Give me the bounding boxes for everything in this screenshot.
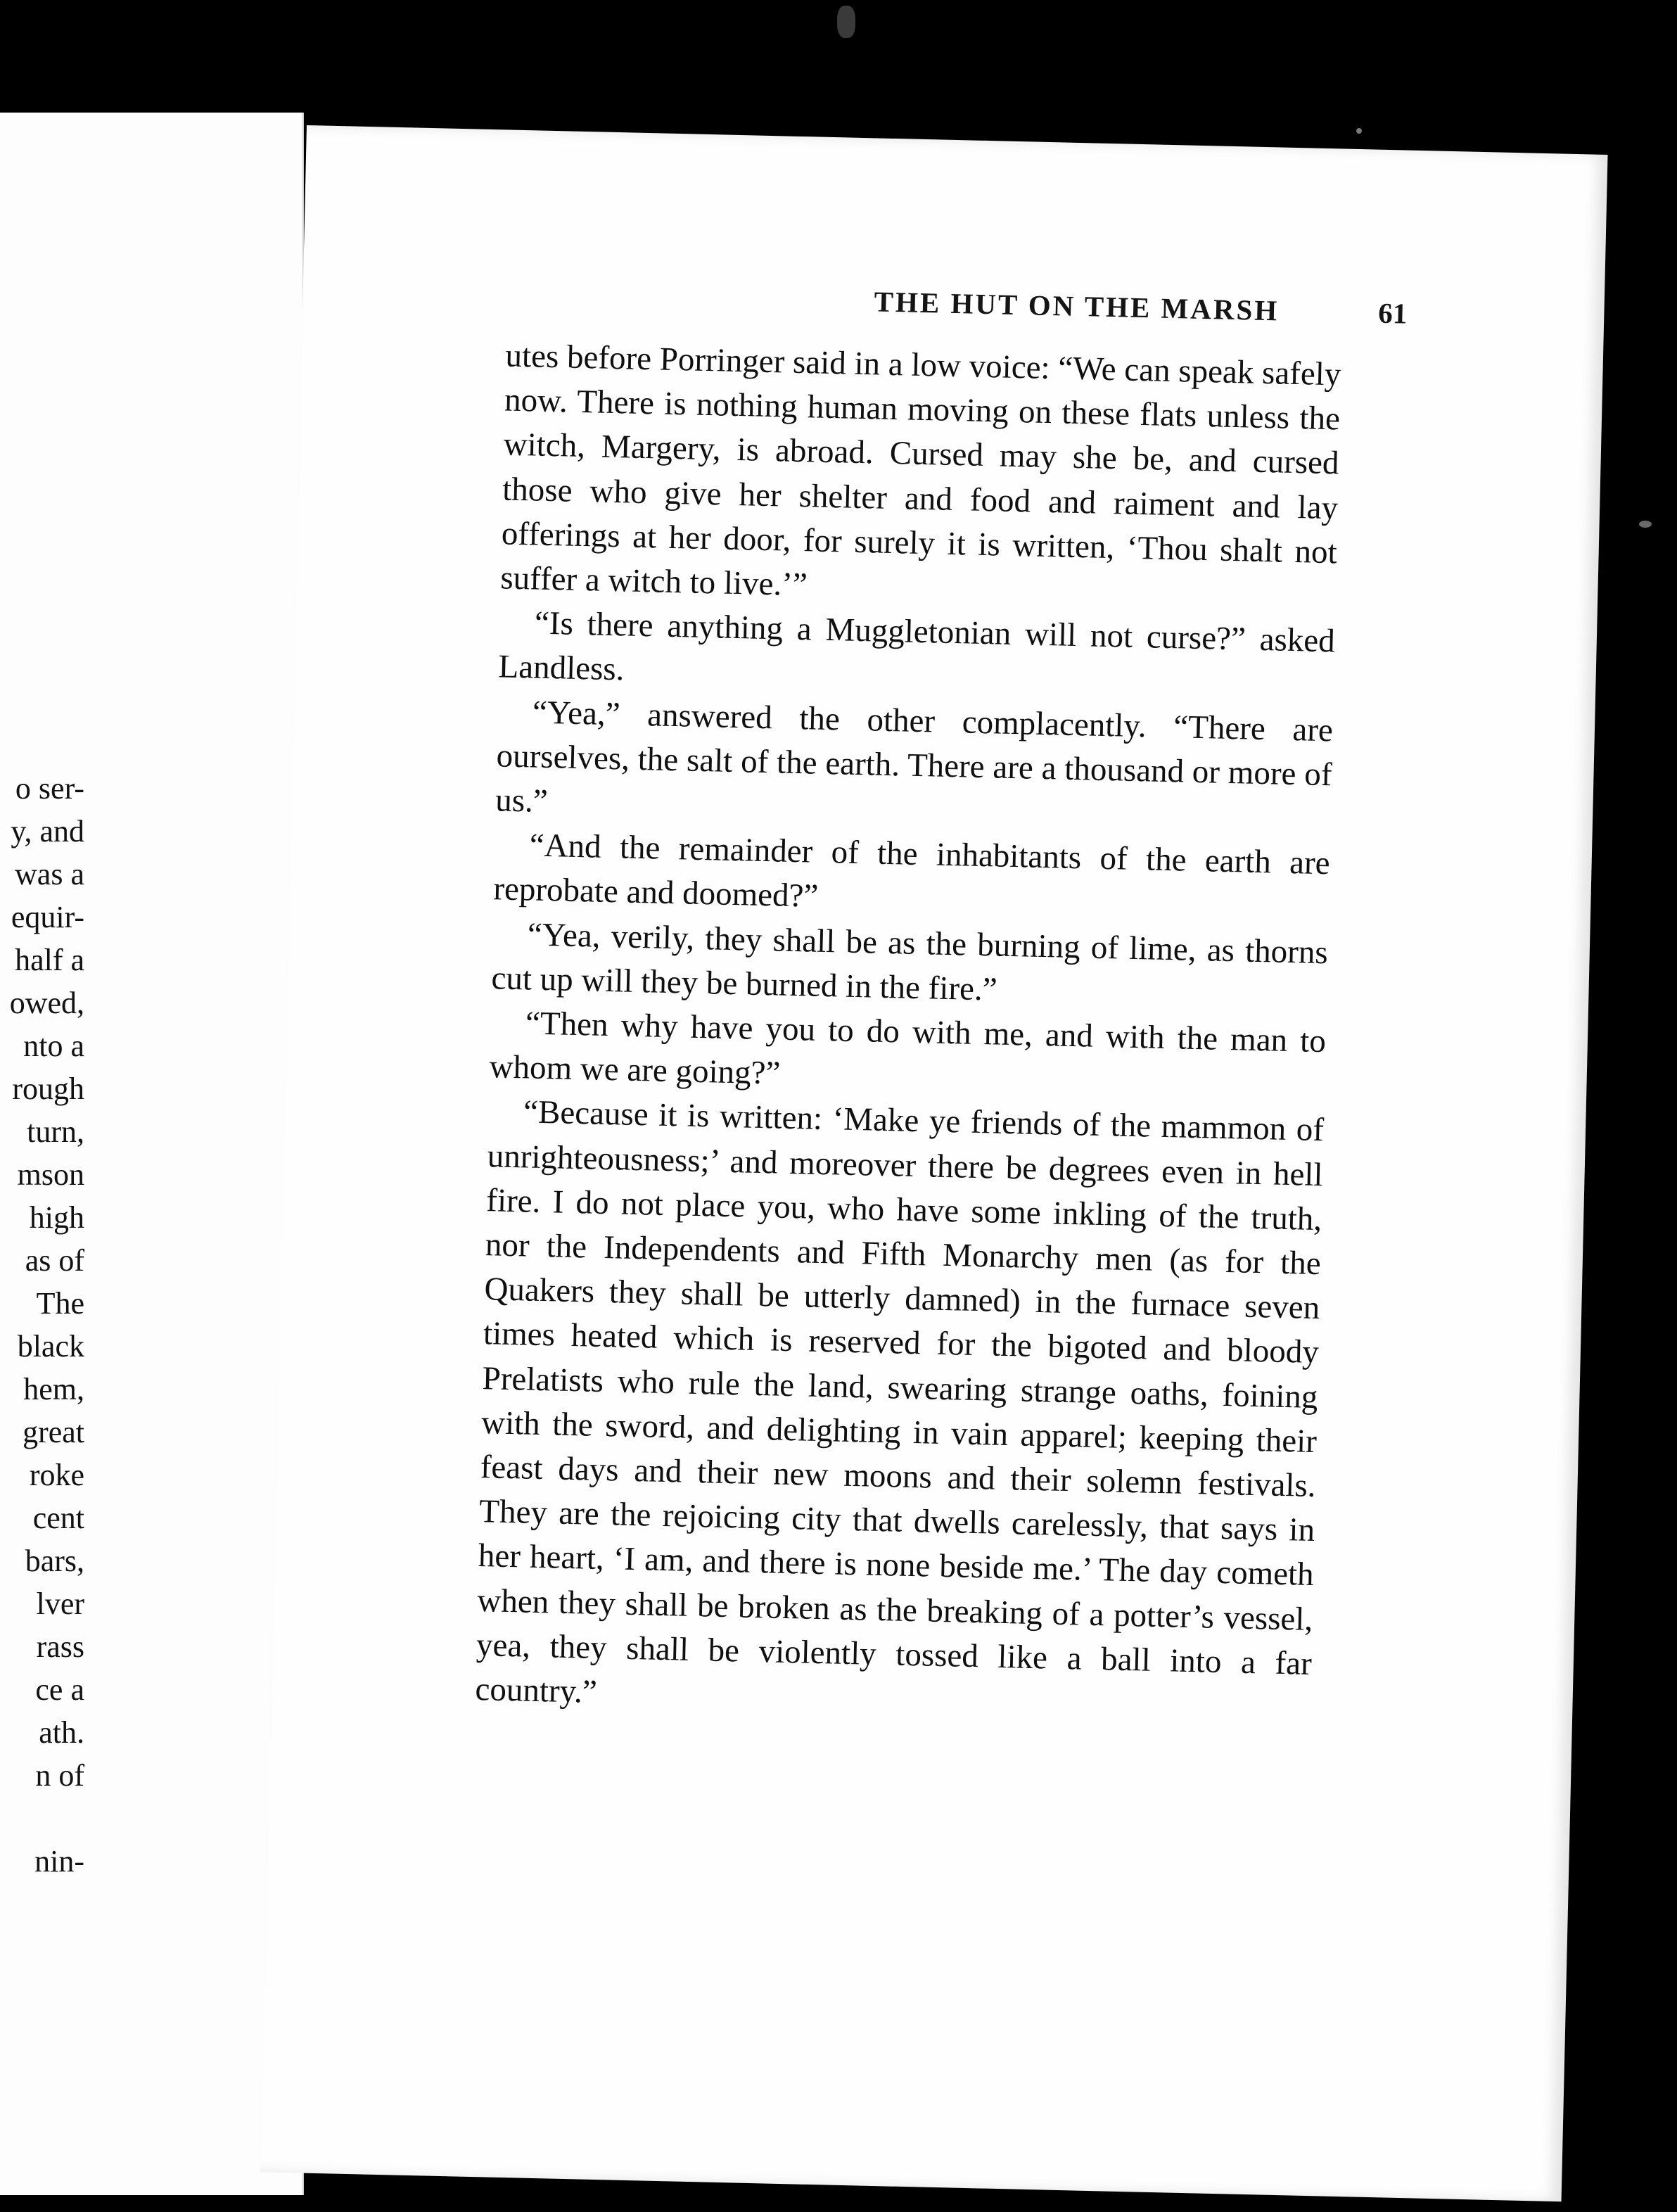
left-page-text-fragments	[0, 767, 84, 1883]
left-line: lver	[36, 1587, 84, 1621]
left-line: nin-	[34, 1844, 84, 1879]
left-line: rough	[12, 1072, 84, 1106]
left-line: cent	[32, 1501, 84, 1535]
left-line: half a	[15, 943, 84, 977]
paragraph: “Then why have you to do with me, and with the man to whom we are going?”	[489, 1005, 1327, 1092]
left-line: nto a	[23, 1029, 84, 1063]
scan-speck	[1639, 521, 1652, 528]
left-line: as of	[25, 1243, 84, 1278]
left-line: ce a	[35, 1672, 84, 1707]
paragraph: utes before Porringer said in a low voice: “We can speak safely now. There is nothing human moving on these flats unless the witch, Margery, is abroad. Cursed may she be, and cursed those who give her shelter and food and raiment and lay offerings at her door, for surely it is written, ‘Thou shalt not suffer a witch to live.’”	[499, 337, 1341, 604]
left-line: high	[29, 1200, 84, 1235]
paragraph: “Yea, verily, they shall be as the burning of lime, as thorns cut up will they be burned in the fire.”	[490, 916, 1329, 1008]
scan-speck	[837, 6, 855, 38]
scan-speck	[1356, 128, 1362, 134]
left-line: was a	[15, 857, 84, 891]
paragraph: “Yea,” answered the other complacently. “There are ourselves, the salt of the earth. There are a thousand or more of us.”	[495, 694, 1334, 820]
left-line: n of	[35, 1758, 84, 1793]
running-head: THE HUT ON THE MARSH	[874, 285, 1280, 327]
paragraph: “And the remainder of the inhabitants of the earth are reprobate and doomed?”	[492, 827, 1331, 915]
left-line: The	[36, 1286, 84, 1321]
left-line: roke	[29, 1458, 84, 1492]
left-line: ath.	[39, 1715, 84, 1750]
left-line: owed,	[9, 986, 84, 1020]
left-line: o ser-	[15, 771, 84, 806]
left-facing-page	[0, 113, 304, 2195]
left-line: mson	[17, 1157, 84, 1192]
left-line	[0, 1797, 84, 1840]
left-line: black	[17, 1329, 84, 1364]
left-line: y, and	[11, 814, 84, 848]
page-number: 61	[1377, 296, 1408, 330]
right-page	[260, 125, 1608, 2201]
left-line: turn,	[27, 1114, 84, 1149]
left-line: bars,	[25, 1544, 84, 1578]
page-body	[475, 334, 1341, 1731]
paragraph: “Is there anything a Muggletonian will not curse?” asked Landless.	[498, 604, 1336, 688]
left-line: great	[23, 1415, 84, 1449]
left-line: hem,	[23, 1372, 84, 1406]
left-line: rass	[36, 1629, 84, 1664]
paragraph: “Because it is written: ‘Make ye friends of the mammon of unrighteousness;’ and moreover there be degrees even in hell fire. I do not place you, who have some inkling of the truth, nor the Independents and Fifth Monarchy men (as for the Quakers they shall be utterly damned) in the furnace seven times heated which is reserved for the bigoted and bloody Prelatists who rule the land, swearing strange oaths, foining with the sword, and delighting in vain apparel; keeping their feast days and their new moons and their solemn festivals. They are the rejoicing city that dwells carelessly, that says in her heart, ‘I am, and there is none beside me.’ The day cometh when they shall be broken as the breaking of a potter’s vessel, yea, they shall be violently tossed like a ball into a far country.”	[475, 1093, 1325, 1711]
left-line: equir-	[11, 900, 84, 934]
